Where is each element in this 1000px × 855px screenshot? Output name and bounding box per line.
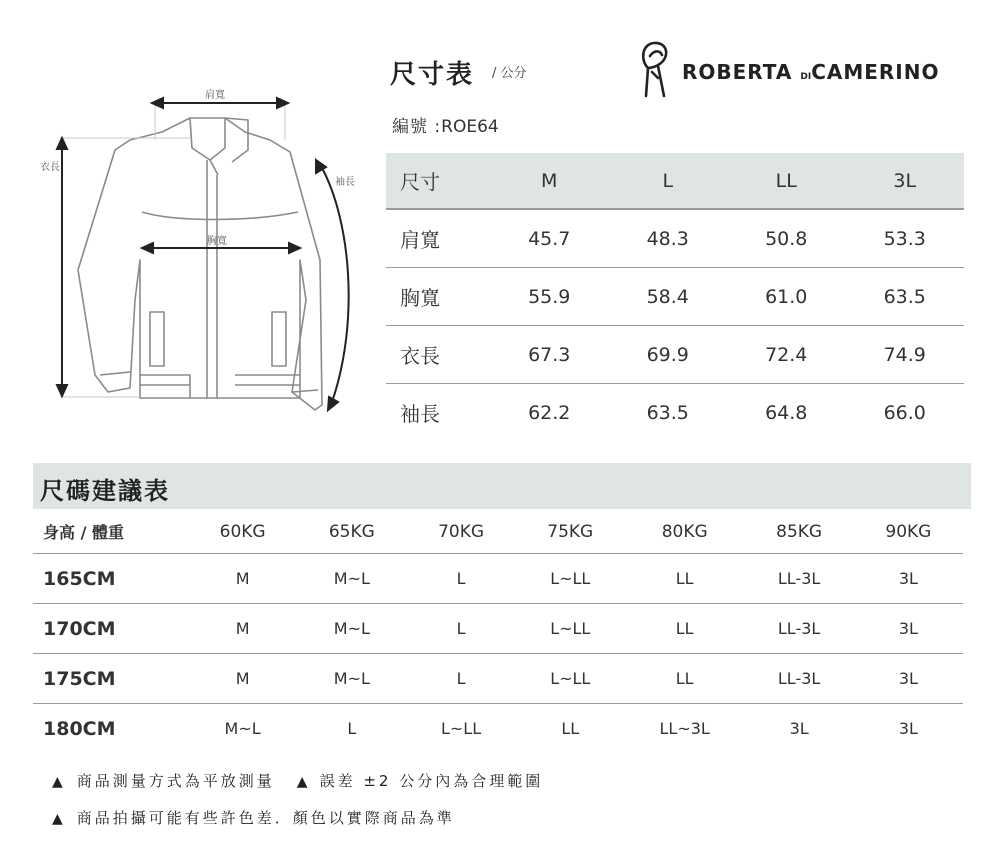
- note-measurement-method: 商品測量方式為平放測量: [76, 772, 275, 790]
- recommendation-cell: 3L: [789, 719, 809, 738]
- recommendation-cell: L: [406, 554, 515, 604]
- recommendation-row: [33, 604, 963, 654]
- size-row-label: 衣長: [386, 326, 490, 384]
- height-row-label: 170CM: [33, 604, 188, 654]
- triangle-bullet-icon: ▲: [52, 811, 63, 827]
- recommendation-cell: L: [406, 654, 515, 704]
- length-dimension-label: 衣長: [40, 162, 60, 173]
- recommendation-corner: 身高 / 體重: [33, 510, 188, 554]
- size-row-label: 肩寬: [386, 209, 490, 268]
- height-row-label: 180CM: [43, 717, 116, 740]
- product-code-label: 編號 :: [392, 117, 442, 137]
- weight-column-header: 75KG: [516, 510, 625, 554]
- note-color-difference: 商品拍攝可能有些許色差．顏色以實際商品為準: [76, 809, 455, 827]
- size-table-row: [386, 209, 964, 268]
- product-code-value: ROE64: [441, 117, 499, 137]
- recommendation-cell: L~LL: [440, 719, 482, 738]
- chest-dimension-label: 胸寬: [207, 236, 227, 247]
- triangle-bullet-icon: ▲: [296, 774, 308, 790]
- recommendation-cell: 3L: [898, 719, 918, 738]
- recommendation-cell: L: [406, 604, 515, 654]
- size-cell: 67.3: [490, 326, 609, 384]
- recommendation-table: [33, 510, 963, 753]
- unit-label: / 公分: [492, 66, 527, 81]
- recommendation-row: [33, 554, 963, 604]
- recommendation-header-row: [33, 510, 963, 554]
- recommendation-cell: M: [188, 604, 297, 654]
- recommendation-row: [33, 704, 963, 754]
- size-cell: 53.3: [846, 209, 965, 268]
- sleeve-dimension-label: 袖長: [335, 177, 355, 188]
- recommendation-cell: L~LL: [516, 604, 625, 654]
- size-table-row: [386, 384, 964, 442]
- note-line-1: [52, 770, 543, 791]
- size-table-row: [386, 326, 964, 384]
- note-line-2: [52, 807, 455, 828]
- height-row-label: 175CM: [33, 654, 188, 704]
- size-cell: 48.3: [609, 209, 728, 268]
- recommendation-cell: L: [347, 719, 357, 738]
- size-cell: 45.7: [490, 209, 609, 268]
- triangle-bullet-icon: ▲: [52, 774, 63, 790]
- size-cell: 50.8: [727, 209, 846, 268]
- recommendation-cell: 3L: [854, 654, 963, 704]
- recommendation-cell: LL~3L: [659, 719, 710, 738]
- weight-column-header: 60KG: [188, 510, 297, 554]
- recommendation-cell: L~LL: [516, 654, 625, 704]
- weight-column-header: 70KG: [406, 510, 515, 554]
- weight-column-header: 85KG: [745, 510, 854, 554]
- recommendation-cell: M~L: [224, 719, 261, 738]
- brand-name-first: ROBERTA: [682, 60, 793, 84]
- size-cell: 69.9: [609, 326, 728, 384]
- recommendation-cell: 3L: [854, 554, 963, 604]
- recommendation-cell: LL: [561, 719, 580, 738]
- size-cell: 64.8: [765, 401, 808, 424]
- brand-wordmark: [682, 60, 940, 84]
- size-table-corner: 尺寸: [386, 153, 490, 209]
- jacket-measurement-diagram: [0, 0, 380, 440]
- size-row-label: 袖長: [400, 402, 440, 426]
- size-cell: 63.5: [646, 401, 689, 424]
- recommendation-cell: M: [188, 554, 297, 604]
- size-cell: 58.4: [609, 268, 728, 326]
- recommendation-cell: M~L: [297, 654, 406, 704]
- weight-column-header: 65KG: [297, 510, 406, 554]
- size-chart-title: 尺寸表: [390, 60, 475, 90]
- recommendation-cell: LL: [625, 654, 745, 704]
- weight-column-header: 90KG: [854, 510, 963, 554]
- recommendation-cell: LL-3L: [745, 554, 854, 604]
- recommendation-cell: LL: [625, 554, 745, 604]
- size-cell: 63.5: [846, 268, 965, 326]
- height-row-label: 165CM: [33, 554, 188, 604]
- recommendation-banner: [33, 463, 971, 509]
- recommendation-cell: LL: [625, 604, 745, 654]
- size-cell: 61.0: [727, 268, 846, 326]
- size-column-header: L: [609, 153, 728, 209]
- recommendation-row: [33, 654, 963, 704]
- size-column-header: M: [490, 153, 609, 209]
- size-column-header: 3L: [846, 153, 965, 209]
- recommendation-cell: M~L: [297, 554, 406, 604]
- size-cell: 74.9: [846, 326, 965, 384]
- size-column-header: LL: [727, 153, 846, 209]
- recommendation-cell: LL-3L: [745, 604, 854, 654]
- recommendation-cell: M: [188, 654, 297, 704]
- brand-knot-logo-icon: [636, 38, 676, 100]
- shoulder-dimension-label: 肩寬: [205, 90, 225, 101]
- weight-column-header: 80KG: [625, 510, 745, 554]
- size-cell: 55.9: [490, 268, 609, 326]
- recommendation-cell: L~LL: [516, 554, 625, 604]
- brand-name-di: DI: [800, 72, 812, 82]
- recommendation-title: 尺碼建議表: [40, 477, 170, 505]
- size-table-row: [386, 268, 964, 326]
- note-tolerance: 誤差 ±2 公分內為合理範圍: [319, 772, 544, 790]
- size-row-label: 胸寬: [386, 268, 490, 326]
- product-code: [392, 112, 499, 137]
- brand-name-last: CAMERINO: [811, 60, 940, 84]
- size-table-header-row: [386, 153, 964, 209]
- size-cell: 66.0: [883, 401, 926, 424]
- size-cell: 62.2: [528, 401, 571, 424]
- size-cell: 72.4: [727, 326, 846, 384]
- recommendation-cell: 3L: [854, 604, 963, 654]
- recommendation-cell: LL-3L: [745, 654, 854, 704]
- size-table: [386, 153, 964, 441]
- recommendation-cell: M~L: [297, 604, 406, 654]
